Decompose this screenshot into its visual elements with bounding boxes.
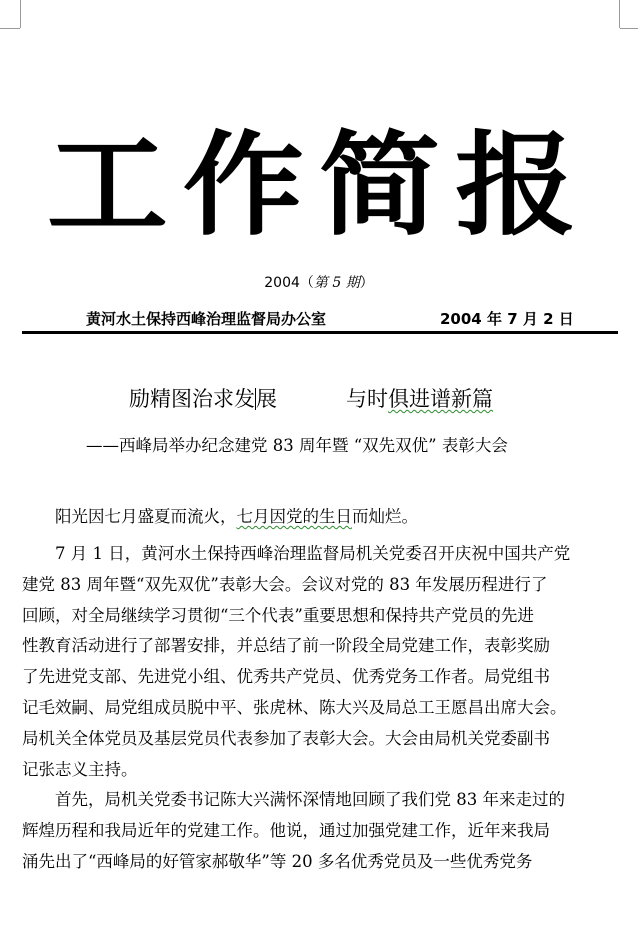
masthead-title: 工作简报 <box>46 120 592 251</box>
paragraph-2-line: 性教育活动进行了部署安排，并总结了前一阶段全局党建工作，表彰奖励 <box>22 636 550 656</box>
article-subtitle: ——西峰局举办纪念建党 83 周年暨 “双先双优” 表彰大会 <box>86 436 508 455</box>
paragraph-2-line: 7 月 1 日，黄河水土保持西峰治理监督局机关党委召开庆祝中国共产党 <box>55 544 571 563</box>
issue-year: 2004 <box>264 275 300 291</box>
paragraph-2-line: 记毛效嗣、局党组成员脱中平、张虎林、陈大兴及局总工王愿昌出席大会。 <box>22 697 567 717</box>
paragraph-1 <box>22 503 638 527</box>
headline-left-text: 励精图治求发 <box>129 387 255 411</box>
para1-text-a: 阳光因七月盛夏而流火， <box>55 507 237 526</box>
paragraph-2-line: 回顾，对全局继续学习贯彻“三个代表”重要思想和保持共产党员的先进 <box>22 605 534 625</box>
headline-left-end: 展 <box>256 387 277 411</box>
issuing-office: 黄河水土保持西峰治理监督局办公室 <box>86 310 327 328</box>
paragraph-3-line: 首先，局机关党委书记陈大兴满怀深情地回顾了我们党 83 年来走过的 <box>55 790 565 810</box>
para1-flagged: 七月因党的生日 <box>236 507 352 526</box>
crop-mark-top-left-h <box>0 28 20 29</box>
issue-open-paren: （ <box>299 275 314 291</box>
paragraph-3-line: 辉煌历程和我局近年的党建工作。他说，通过加强党建工作，近年来我局 <box>22 821 550 841</box>
issue-close-paren: ） <box>359 275 374 291</box>
crop-mark-top-right-v <box>619 0 620 28</box>
crop-mark-top-left-v <box>20 0 21 28</box>
issue-date: 2004 年 7 月 2 日 <box>440 310 574 328</box>
headline-left <box>129 383 277 413</box>
headline-right-text: 与时 <box>346 387 388 411</box>
issue-label: 第 5 期 <box>313 275 360 291</box>
paragraph-2-line: 了先进党支部、先进党小组、优秀共产党员、优秀党务工作者。局党组书 <box>22 667 550 687</box>
header-rule <box>22 331 618 334</box>
headline-right-flagged: 俱进谱新篇 <box>388 387 493 411</box>
para1-text-c: 而灿烂。 <box>352 507 418 526</box>
paragraph-2-line: 记张志义主持。 <box>22 759 138 779</box>
paragraph-3-line: 涌先出了“西峰局的好管家郝敬华”等 20 多名优秀党员及一些优秀党务 <box>22 851 533 871</box>
crop-mark-top-right-h <box>620 28 638 29</box>
headline-right <box>346 383 493 413</box>
paragraph-2 <box>22 539 618 878</box>
paragraph-2-line: 建党 83 周年暨“双先双优”表彰大会。会议对党的 83 年发展历程进行了 <box>22 574 548 594</box>
issue-number <box>0 272 638 292</box>
paragraph-2-line: 局机关全体党员及基层党员代表参加了表彰大会。大会由局机关党委副书 <box>22 728 550 748</box>
